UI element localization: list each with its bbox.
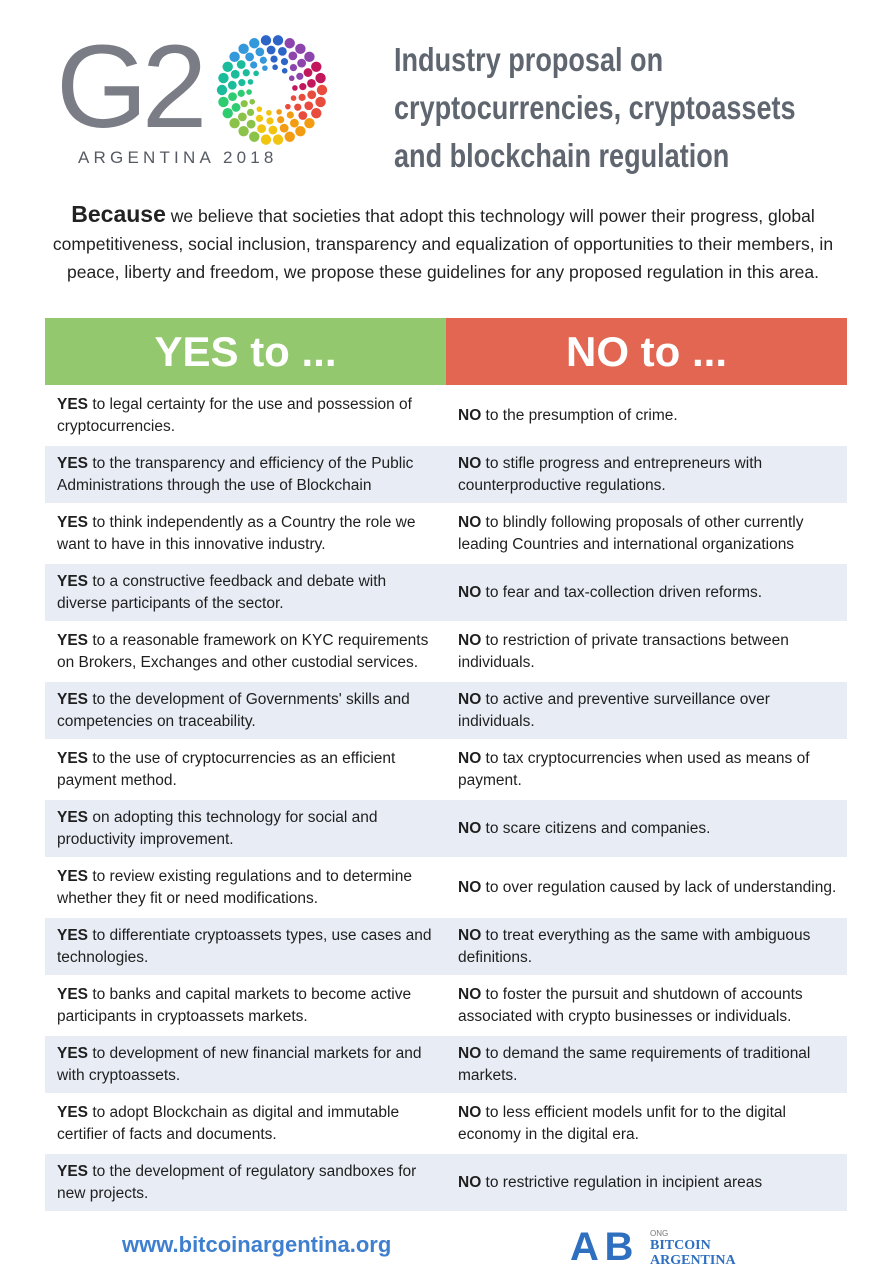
org-name [650, 1238, 736, 1268]
logo-dot [238, 44, 248, 54]
table-row [45, 740, 847, 799]
table-row [45, 445, 847, 504]
table-row [45, 386, 847, 445]
no-prefix: NO [458, 1103, 482, 1121]
bitcoin-argentina-logo [570, 1225, 760, 1271]
logo-dot [261, 134, 271, 144]
no-prefix: NO [458, 690, 482, 708]
logo-dot [282, 68, 288, 74]
no-prefix: NO [458, 1173, 482, 1191]
logo-dot [307, 79, 316, 88]
logo-dot [262, 65, 268, 71]
ong-label: ONG [650, 1229, 669, 1238]
yes-cell [45, 563, 446, 622]
logo-dot [273, 35, 283, 45]
no-prefix: NO [458, 406, 482, 424]
yes-prefix: YES [57, 1103, 89, 1121]
logo-dot [261, 35, 271, 45]
yes-no-table [45, 318, 847, 1211]
no-cell [446, 976, 847, 1035]
logo-dot [249, 132, 259, 142]
yes-cell [45, 681, 446, 740]
logo-dot [266, 117, 273, 124]
yes-prefix: YES [57, 1162, 89, 1180]
logo-dot [278, 47, 287, 56]
yes-prefix: YES [57, 808, 89, 826]
no-prefix: NO [458, 513, 482, 531]
logo-dot [267, 46, 276, 55]
logo-dot [276, 109, 282, 115]
no-text: to restrictive regulation in incipient areas [481, 1173, 763, 1191]
logo-dot [294, 104, 301, 111]
yes-text: to banks and capital markets to become active participants in cryptoassets markets. [57, 985, 412, 1025]
logo-dot [311, 62, 321, 72]
logo-dot [298, 111, 307, 120]
logo-dot [290, 119, 299, 128]
logo-dot [257, 124, 266, 133]
yes-cell [45, 386, 446, 445]
no-text: to demand the same requirements of traditional markets. [458, 1044, 811, 1084]
logo-dot [247, 109, 254, 116]
yes-text: to the transparency and efficiency of the Public Administrations through the use of Blockchain [57, 454, 414, 494]
logo-dot [255, 47, 264, 56]
logo-dot [280, 124, 289, 133]
logo-dot [296, 73, 303, 80]
logo-dot [270, 55, 277, 62]
table-header-row [45, 318, 847, 386]
table-row [45, 799, 847, 858]
no-text: to the presumption of crime. [481, 406, 678, 424]
title-line-3: and blockchain regulation [394, 137, 730, 174]
logo-dot [238, 90, 245, 97]
logo-dot [243, 69, 250, 76]
table-row [45, 1094, 847, 1153]
yes-prefix: YES [57, 749, 89, 767]
yes-text: to the development of regulatory sandboxes for new projects. [57, 1162, 417, 1202]
no-prefix: NO [458, 749, 482, 767]
no-prefix: NO [458, 926, 482, 944]
yes-text: on adopting this technology for social and productivity improvement. [57, 808, 378, 848]
sun-dots-icon [216, 34, 328, 146]
logo-dot [217, 85, 227, 95]
logo-dot [295, 126, 305, 136]
yes-prefix: YES [57, 690, 89, 708]
yes-cell [45, 1153, 446, 1211]
yes-prefix: YES [57, 454, 89, 472]
yes-prefix: YES [57, 926, 89, 944]
yes-cell [45, 1094, 446, 1153]
logo-dot [229, 52, 239, 62]
yes-text: to review existing regulations and to determine whether they fit or need modifications. [57, 867, 412, 907]
org-name-line-1: BITCOIN [650, 1238, 711, 1253]
page-title [394, 36, 864, 180]
no-header: NO to ... [446, 318, 847, 386]
logo-dot [289, 75, 295, 81]
yes-cell [45, 858, 446, 917]
logo-dot [273, 134, 283, 144]
no-prefix: NO [458, 454, 482, 472]
no-cell [446, 681, 847, 740]
ab-mark: A B [570, 1225, 632, 1269]
table-row [45, 681, 847, 740]
no-text: to less efficient models unfit for to the digital economy in the digital era. [458, 1103, 786, 1143]
no-cell [446, 1035, 847, 1094]
logo-dot [285, 38, 295, 48]
no-cell [446, 445, 847, 504]
no-prefix: NO [458, 985, 482, 1003]
table-row [45, 1153, 847, 1211]
table-row [45, 563, 847, 622]
logo-dot [266, 110, 272, 116]
no-text: to treat everything as the same with ambiguous definitions. [458, 926, 811, 966]
logo-dot [317, 85, 327, 95]
yes-prefix: YES [57, 1044, 89, 1062]
intro-paragraph [40, 200, 846, 286]
logo-dot [238, 79, 245, 86]
no-cell [446, 917, 847, 976]
no-prefix: NO [458, 878, 482, 896]
logo-dot [288, 51, 297, 60]
yes-cell [45, 1035, 446, 1094]
logo-dot [237, 60, 246, 69]
org-name-line-2: ARGENTINA [650, 1253, 736, 1268]
logo-dot [291, 95, 297, 101]
no-text: to fear and tax-collection driven reforms. [481, 583, 763, 601]
logo-dot [304, 118, 314, 128]
no-cell [446, 1153, 847, 1211]
yes-text: to the use of cryptocurrencies as an efficient payment method. [57, 749, 396, 789]
logo-dot [245, 52, 254, 61]
logo-dot [253, 71, 259, 77]
logo-dot [307, 90, 316, 99]
logo-dot [260, 57, 267, 64]
no-prefix: NO [458, 819, 482, 837]
logo-dot [238, 126, 248, 136]
logo-dot [241, 100, 248, 107]
logo-dot [249, 38, 259, 48]
no-cell [446, 504, 847, 563]
logo-dot [229, 118, 239, 128]
yes-prefix: YES [57, 867, 89, 885]
logo-dot [246, 89, 252, 95]
logo-dot [228, 81, 237, 90]
logo-dot [232, 103, 241, 112]
yes-prefix: YES [57, 631, 89, 649]
no-text: to active and preventive surveillance over individuals. [458, 690, 770, 730]
logo-dot [249, 99, 255, 105]
logo-dot [247, 120, 256, 129]
intro-lead: Because [71, 201, 166, 227]
g20-logo [56, 21, 336, 178]
yes-prefix: YES [57, 513, 89, 531]
logo-dot [290, 64, 297, 71]
logo-dot [304, 101, 313, 110]
logo-dot [277, 116, 284, 123]
yes-cell [45, 622, 446, 681]
yes-text: to development of new financial markets for and with cryptoassets. [57, 1044, 422, 1084]
logo-subtitle: ARGENTINA 2018 [78, 148, 278, 167]
no-text: to blindly following proposals of other currently leading Countries and international organizations [458, 513, 804, 553]
no-text: to foster the pursuit and shutdown of accounts associated with crypto businesses or individuals. [458, 985, 803, 1025]
yes-cell [45, 740, 446, 799]
table-row [45, 976, 847, 1035]
logo-dot [223, 108, 233, 118]
logo-text: G2 [56, 21, 202, 153]
yes-text: to legal certainty for the use and possession of cryptocurrencies. [57, 395, 412, 435]
no-cell [446, 740, 847, 799]
logo-dot [272, 64, 278, 70]
no-prefix: NO [458, 631, 482, 649]
no-text: to tax cryptocurrencies when used as means of payment. [458, 749, 810, 789]
no-text: to stifle progress and entrepreneurs with counterproductive regulations. [458, 454, 763, 494]
no-cell [446, 386, 847, 445]
logo-dot [295, 44, 305, 54]
no-prefix: NO [458, 583, 482, 601]
no-cell [446, 858, 847, 917]
yes-text: to think independently as a Country the role we want to have in this innovative industry. [57, 513, 416, 553]
logo-dot [311, 108, 321, 118]
intro-text: we believe that societies that adopt this technology will power their progress, global competitiveness, social inclusion, transparency and equalization of opportunities to their members, in peace, liberty and freedom, we propose these guidelines for any proposed regulation in this area. [52, 206, 834, 282]
yes-cell [45, 976, 446, 1035]
table-row [45, 622, 847, 681]
logo-dot [218, 97, 228, 107]
logo-dot [299, 94, 306, 101]
table-row [45, 858, 847, 917]
yes-text: to the development of Governments' skills and competencies on traceability. [57, 690, 410, 730]
no-cell [446, 563, 847, 622]
no-text: to over regulation caused by lack of understanding. [481, 878, 837, 896]
no-cell [446, 622, 847, 681]
logo-dot [269, 126, 278, 135]
logo-dot [250, 61, 257, 68]
yes-prefix: YES [57, 395, 89, 413]
yes-prefix: YES [57, 572, 89, 590]
logo-dot [248, 79, 254, 85]
logo-dot [292, 85, 298, 91]
logo-dot [287, 111, 294, 118]
yes-text: to a constructive feedback and debate with diverse participants of the sector. [57, 572, 387, 612]
no-prefix: NO [458, 1044, 482, 1062]
logo-dot [238, 112, 247, 121]
logo-dot [315, 73, 325, 83]
logo-dot [297, 59, 306, 68]
logo-dot [223, 62, 233, 72]
title-line-1: Industry proposal on [394, 41, 664, 78]
logo-dot [231, 70, 240, 79]
logo-dot [257, 106, 263, 112]
yes-text: to a reasonable framework on KYC requirements on Brokers, Exchanges and other custodial services. [57, 631, 429, 671]
table-row [45, 1035, 847, 1094]
no-cell [446, 1094, 847, 1153]
yes-cell [45, 799, 446, 858]
no-text: to scare citizens and companies. [481, 819, 711, 837]
logo-dot [315, 97, 325, 107]
table-row [45, 504, 847, 563]
yes-cell [45, 917, 446, 976]
logo-dot [256, 115, 263, 122]
title-line-2: cryptocurrencies, cryptoassets [394, 89, 796, 126]
table-row [45, 917, 847, 976]
logo-dot [285, 104, 291, 110]
logo-dot [228, 92, 237, 101]
logo-dot [285, 132, 295, 142]
yes-prefix: YES [57, 985, 89, 1003]
no-cell [446, 799, 847, 858]
website-link[interactable]: www.bitcoinargentina.org [122, 1232, 392, 1257]
logo-dot [304, 52, 314, 62]
no-text: to restriction of private transactions between individuals. [458, 631, 789, 671]
logo-dot [218, 73, 228, 83]
logo-dot [299, 83, 306, 90]
logo-dot [304, 68, 313, 77]
yes-header: YES to ... [45, 318, 446, 386]
yes-cell [45, 504, 446, 563]
yes-text: to differentiate cryptoassets types, use cases and technologies. [57, 926, 432, 966]
yes-cell [45, 445, 446, 504]
yes-text: to adopt Blockchain as digital and immutable certifier of facts and documents. [57, 1103, 400, 1143]
logo-dot [281, 58, 288, 65]
